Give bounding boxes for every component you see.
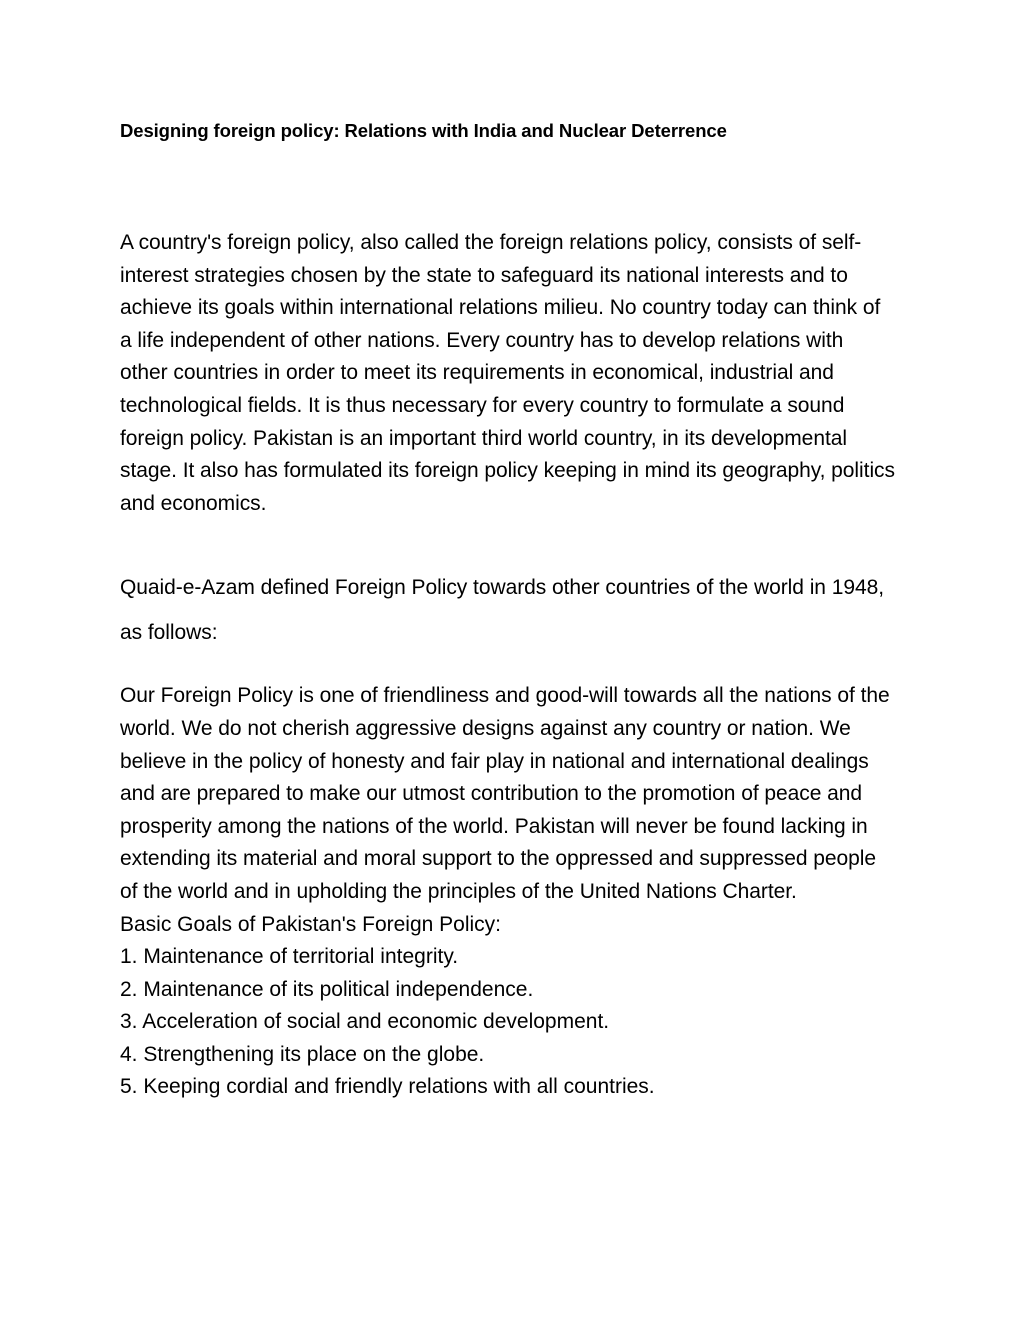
paragraph-foreign-policy-definition: A country's foreign policy, also called the foreign relations policy, consists of self-interest strategies chosen by the state to safeguard its national interests and to achieve its goals within international relations milieu. No country today can think of a life independent of other nations. Every country has to develop relations with other countries in order to meet its requirements in economical, industrial and technological fields. It is thus necessary for every country to formulate a sound foreign policy. Pakistan is an important third world country, in its developmental stage. It also has formulated its foreign policy keeping in mind its geography, politics and economics. bbox=[120, 231, 895, 515]
spacer-title-body bbox=[120, 144, 895, 227]
spacer-paragraph-1-2 bbox=[120, 520, 895, 565]
list-item: 1. Maintenance of territorial integrity. bbox=[120, 945, 459, 969]
list-item: 2. Maintenance of its political independence. bbox=[120, 977, 534, 1001]
document-body bbox=[120, 118, 895, 1104]
basic-goals-heading: Basic Goals of Pakistan's Foreign Policy: bbox=[120, 912, 502, 936]
list-item: 5. Keeping cordial and friendly relations with all countries. bbox=[120, 1075, 655, 1099]
basic-goals-block bbox=[120, 909, 895, 1105]
spacer-paragraph-2-3 bbox=[120, 655, 895, 680]
list-item: 4. Strengthening its place on the globe. bbox=[120, 1042, 485, 1066]
list-item: 3. Acceleration of social and economic development. bbox=[120, 1010, 610, 1034]
document-title: Designing foreign policy: Relations with India and Nuclear Deterrence bbox=[120, 120, 727, 141]
paragraph-quaid-quote: Our Foreign Policy is one of friendliness and good-will towards all the nations of the world. We do not cherish aggressive designs against any country or nation. We believe in the policy of honesty and fair play in national and international dealings and are prepared to make our utmost contribution to the promotion of peace and prosperity among the nations of the world. Pakistan will never be found lacking in extending its material and moral support to the oppressed and suppressed people of the world and in upholding the principles of the United Nations Charter. bbox=[120, 684, 890, 903]
paragraph-quaid-intro: Quaid-e-Azam defined Foreign Policy towards other countries of the world in 1948, as follows: bbox=[120, 576, 885, 645]
